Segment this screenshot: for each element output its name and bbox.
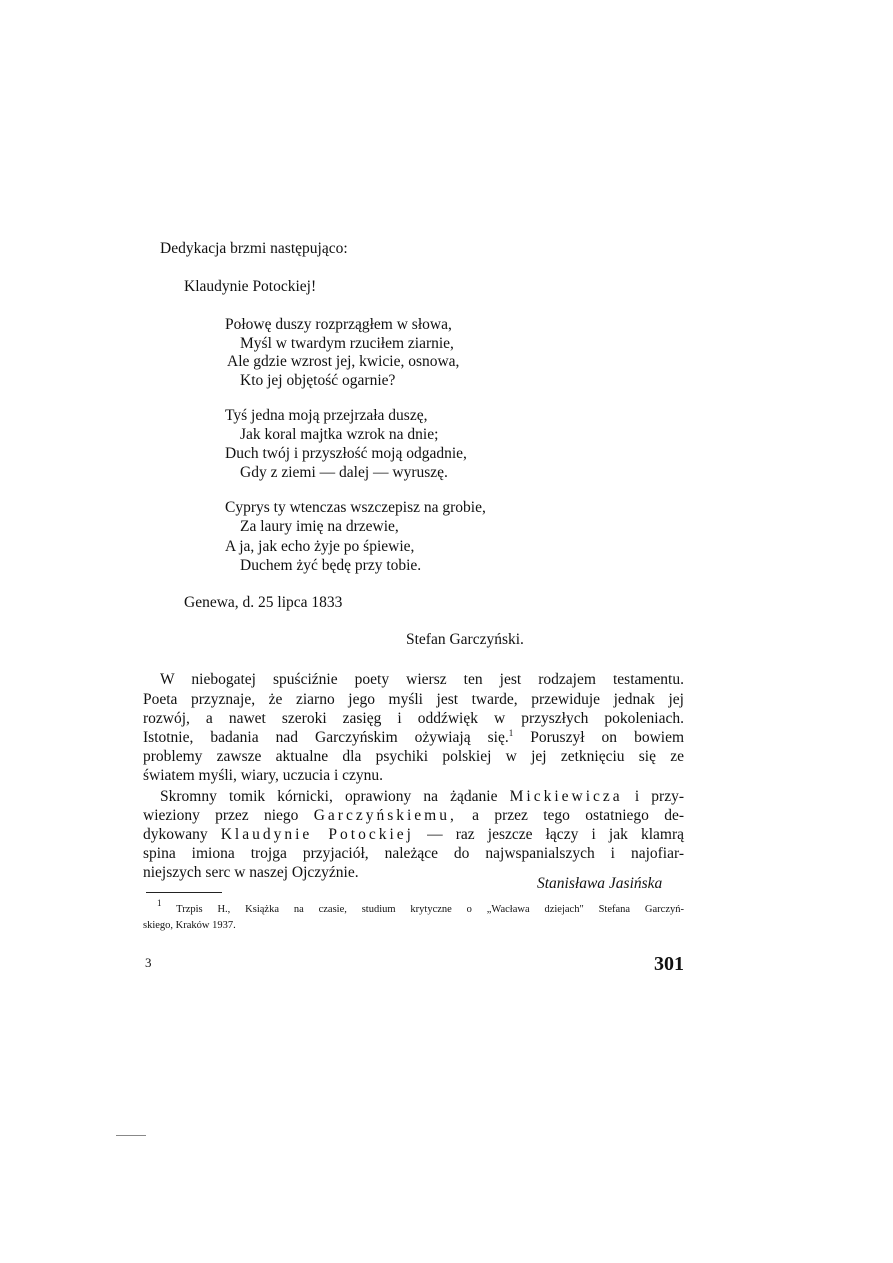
poem-line: Gdy z ziemi — dalej — wyruszę.: [240, 464, 448, 481]
body-line: niejszych serc w naszej Ojczyźnie.: [143, 864, 359, 881]
poem-line: Za laury imię na drzewie,: [240, 518, 399, 535]
poem-line: Tyś jedna moją przejrzała duszę,: [225, 407, 428, 424]
poem-line: Połowę duszy rozprzągłem w słowa,: [225, 316, 452, 333]
spaced-name: Klaudynie Potockiej: [220, 826, 414, 843]
body-line: wieziony przez niego Garczyńskiemu, a przez tego ostatniego de-: [143, 807, 684, 824]
body-line: spina imiona trojga przyjaciół, należące do najwspanialszych i najofiar-: [143, 845, 684, 862]
footnote-line: $^1$ Trzpis H., Książka na czasie, studium krytyczne o „Wacława dziejach" Stefana Garczyń-: [157, 898, 684, 915]
poem-line: Duch twój i przyszłość moją odgadnie,: [225, 445, 467, 462]
body-line: dykowany Klaudynie Potockiej — raz jeszcze łączy i jak klamrą: [143, 826, 684, 843]
footnote-reference: 1: [508, 728, 514, 738]
body-line: W niebogatej spuściźnie poety wiersz ten jest rodzajem testamentu.: [160, 671, 684, 688]
poem-line: Ale gdzie wzrost jej, kwicie, osnowa,: [227, 353, 460, 370]
poem-line: Duchem żyć będę przy tobie.: [240, 557, 422, 574]
dedication-salutation: Klaudynie Potockiej!: [184, 278, 317, 295]
body-line: problemy zawsze aktualne dla psychiki polskiej w jej zetknięciu się ze: [143, 748, 684, 765]
signature: Stanisława Jasińska: [537, 875, 663, 892]
page-number: 301: [654, 953, 684, 975]
intro-text: Dedykacja brzmi następująco:: [160, 240, 348, 257]
poem-author: Stefan Garczyński.: [406, 631, 524, 648]
body-line: rozwój, a nawet szeroki zasięg i oddźwięk w przyszłych pokoleniach.: [143, 710, 684, 727]
body-line: Skromny tomik kórnicki, oprawiony na żądanie Mickiewicza i przy-: [160, 788, 684, 805]
poem-line: Myśl w twardym rzuciłem ziarnie,: [240, 335, 454, 352]
body-line: Istotnie, badania nad Garczyńskim ożywiają się.$^1$ Poruszył on bowiem: [143, 728, 685, 746]
spaced-name: Mickiewicza: [509, 788, 623, 805]
poem-line: Cyprys ty wtenczas wszczepisz na grobie,: [225, 499, 486, 516]
place-date: Genewa, d. 25 lipca 1833: [184, 594, 343, 611]
footnote-divider: [146, 892, 222, 893]
poem-line: A ja, jak echo żyje po śpiewie,: [225, 538, 415, 555]
sheet-number: 3: [145, 955, 152, 970]
body-line: światem myśli, wiary, uczucia i czynu.: [143, 767, 384, 784]
footnote-marker: 1: [157, 898, 162, 908]
footnote-line: skiego, Kraków 1937.: [143, 920, 236, 931]
poem-line: Jak koral majtka wzrok na dnie;: [240, 426, 439, 443]
spaced-name: Garczyńskiemu,: [313, 807, 457, 824]
body-line: Poeta przyznaje, że ziarno jego myśli jest twarde, przewiduje jednak jej: [143, 691, 684, 708]
poem-line: Kto jej objętość ogarnie?: [240, 372, 396, 389]
scan-mark: [116, 1135, 146, 1136]
